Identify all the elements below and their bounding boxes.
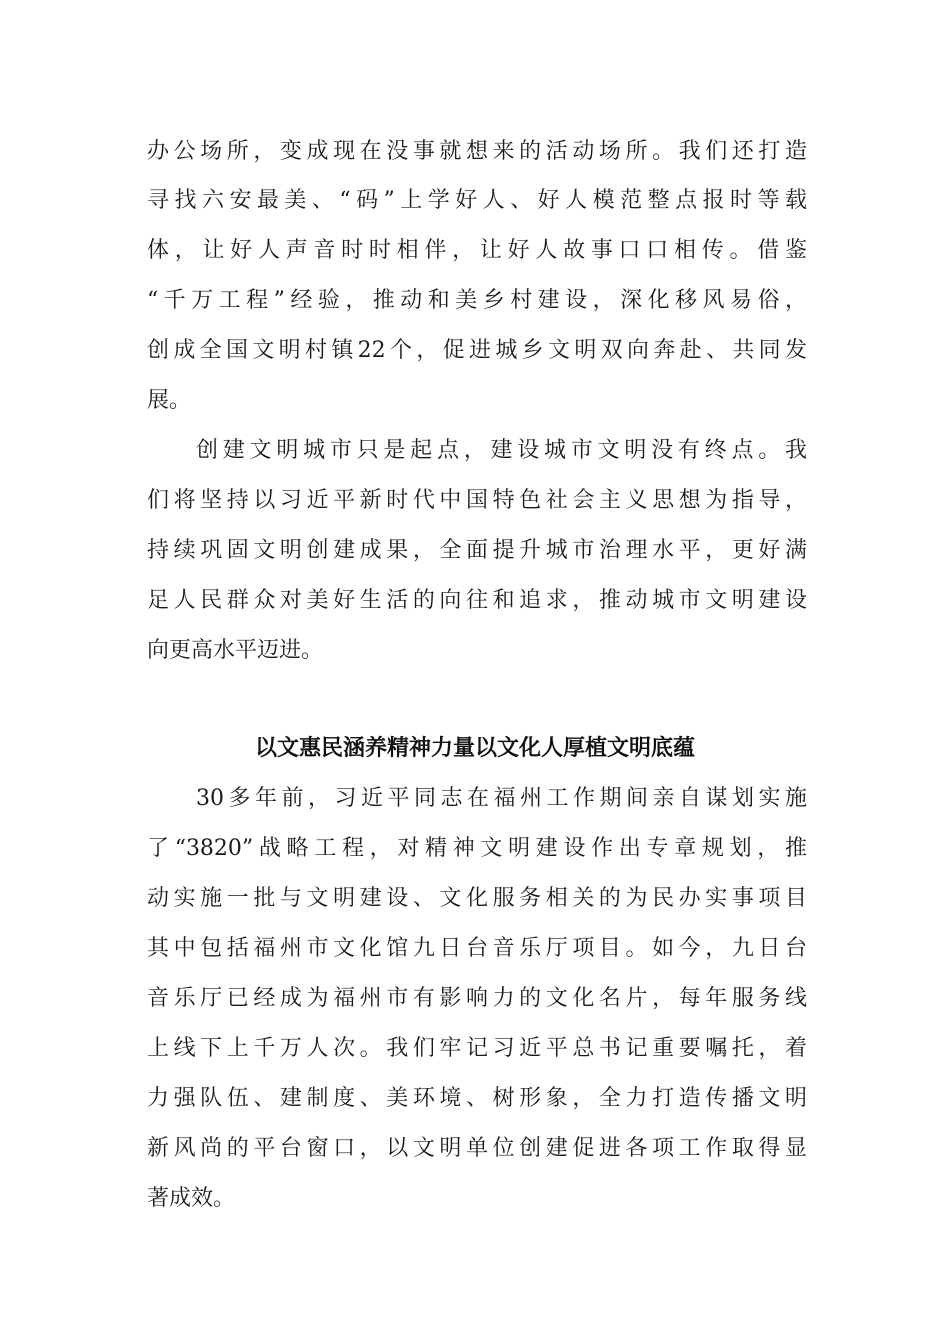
section-paragraph-line-1: 30多年前，习近平同志在福州工作期间亲自谋划实施	[196, 786, 807, 811]
paragraph-1-line-4: “千万工程”经验，推动和美乡村建设，深化移风易俗，	[147, 288, 807, 313]
paragraph-1-line-5: 创成全国文明村镇22个，促进城乡文明双向奔赴、共同发	[147, 338, 807, 363]
paragraph-2-line-4: 足人民群众对美好生活的向往和追求，推动城市文明建设	[147, 588, 807, 613]
section-paragraph-line-5: 音乐厅已经成为福州市有影响力的文化名片，每年服务线	[147, 986, 807, 1011]
paragraph-2-line-2: 们将坚持以习近平新时代中国特色社会主义思想为指导，	[147, 488, 807, 513]
section-paragraph-line-6: 上线下上千万人次。我们牢记习近平总书记重要嘱托，着	[147, 1036, 807, 1061]
paragraph-1-line-2: 寻找六安最美、“码”上学好人、好人模范整点报时等载	[147, 188, 807, 213]
section-heading: 以文惠民涵养精神力量以文化人厚植文明底蕴	[254, 736, 695, 761]
section-paragraph-line-7: 力强队伍、建制度、美环境、树形象，全力打造传播文明	[147, 1086, 807, 1111]
section-paragraph-line-4: 其中包括福州市文化馆九日台音乐厅项目。如今，九日台	[147, 936, 807, 961]
paragraph-2-line-1: 创建文明城市只是起点，建设城市文明没有终点。我	[196, 438, 807, 463]
section-paragraph-line-8: 新风尚的平台窗口，以文明单位创建促进各项工作取得显	[147, 1136, 807, 1161]
section-paragraph-line-3: 动实施一批与文明建设、文化服务相关的为民办实事项目	[147, 886, 807, 911]
section-paragraph-line-2: 了“3820”战略工程，对精神文明建设作出专章规划，推	[147, 836, 807, 861]
paragraph-2-line-3: 持续巩固文明创建成果，全面提升城市治理水平，更好满	[147, 538, 807, 563]
paragraph-1-line-3: 体，让好人声音时时相伴，让好人故事口口相传。借鉴	[147, 238, 807, 263]
paragraph-1-line-6: 展。	[147, 388, 192, 413]
paragraph-1-line-1: 办公场所，变成现在没事就想来的活动场所。我们还打造	[147, 139, 807, 164]
paragraph-2-line-5: 向更高水平迈进。	[147, 638, 324, 663]
section-paragraph-line-9: 著成效。	[147, 1186, 236, 1211]
